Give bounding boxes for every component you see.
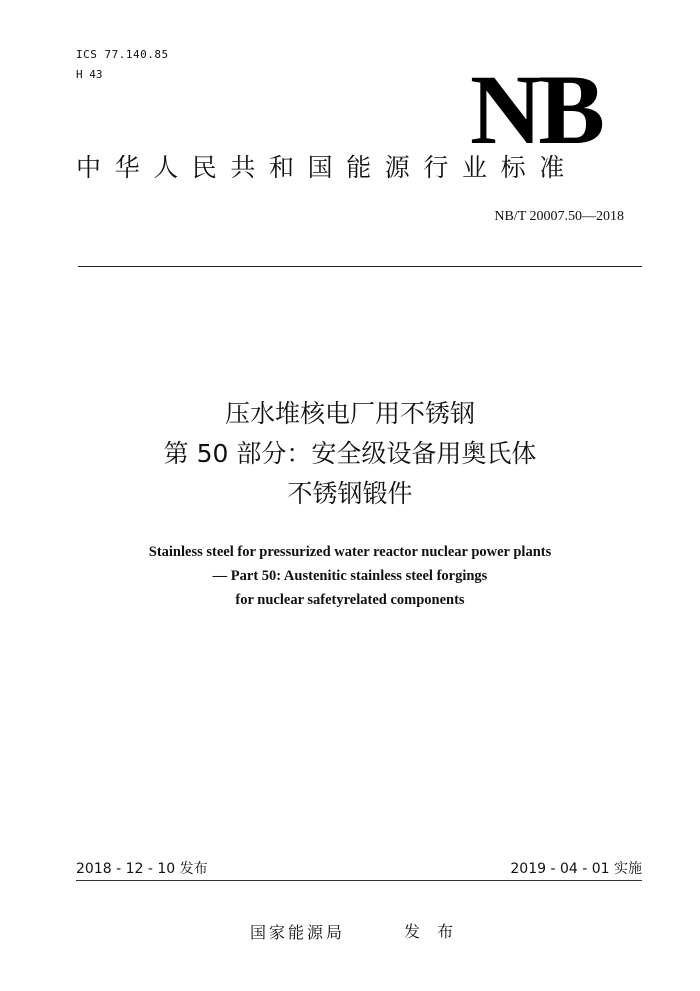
english-title — [0, 540, 700, 612]
classification-code: H 43 — [76, 68, 103, 81]
english-title-line: Stainless steel for pressurized water reactor nuclear power plants — [148, 544, 552, 560]
english-title-line: for nuclear safetyrelated components — [235, 592, 465, 608]
standard-number: NB/T 20007.50—2018 — [494, 209, 624, 224]
ics-code: ICS 77.140.85 — [76, 48, 169, 61]
header-divider — [78, 266, 642, 267]
chinese-title-line: 第 50 部分：安全级设备用奥氏体 — [163, 439, 537, 468]
footer-divider — [76, 880, 642, 881]
chinese-title — [0, 394, 700, 514]
english-title-line: — Part 50: Austenitic stainless steel forgings — [212, 568, 488, 584]
implementation-date: 2019 - 04 - 01 实施 — [510, 861, 642, 877]
chinese-title-line: 不锈钢锻件 — [287, 479, 413, 508]
standard-type-heading: 中华人民共和国能源行业标准 — [76, 153, 578, 182]
nb-logo: NB — [470, 54, 601, 165]
issuing-authority: 国家能源局 — [250, 923, 346, 942]
issuing-authority-verb: 发 布 — [404, 922, 460, 941]
issue-date: 2018 - 12 - 10 发布 — [76, 861, 208, 877]
chinese-title-line: 压水堆核电厂用不锈钢 — [224, 399, 475, 428]
